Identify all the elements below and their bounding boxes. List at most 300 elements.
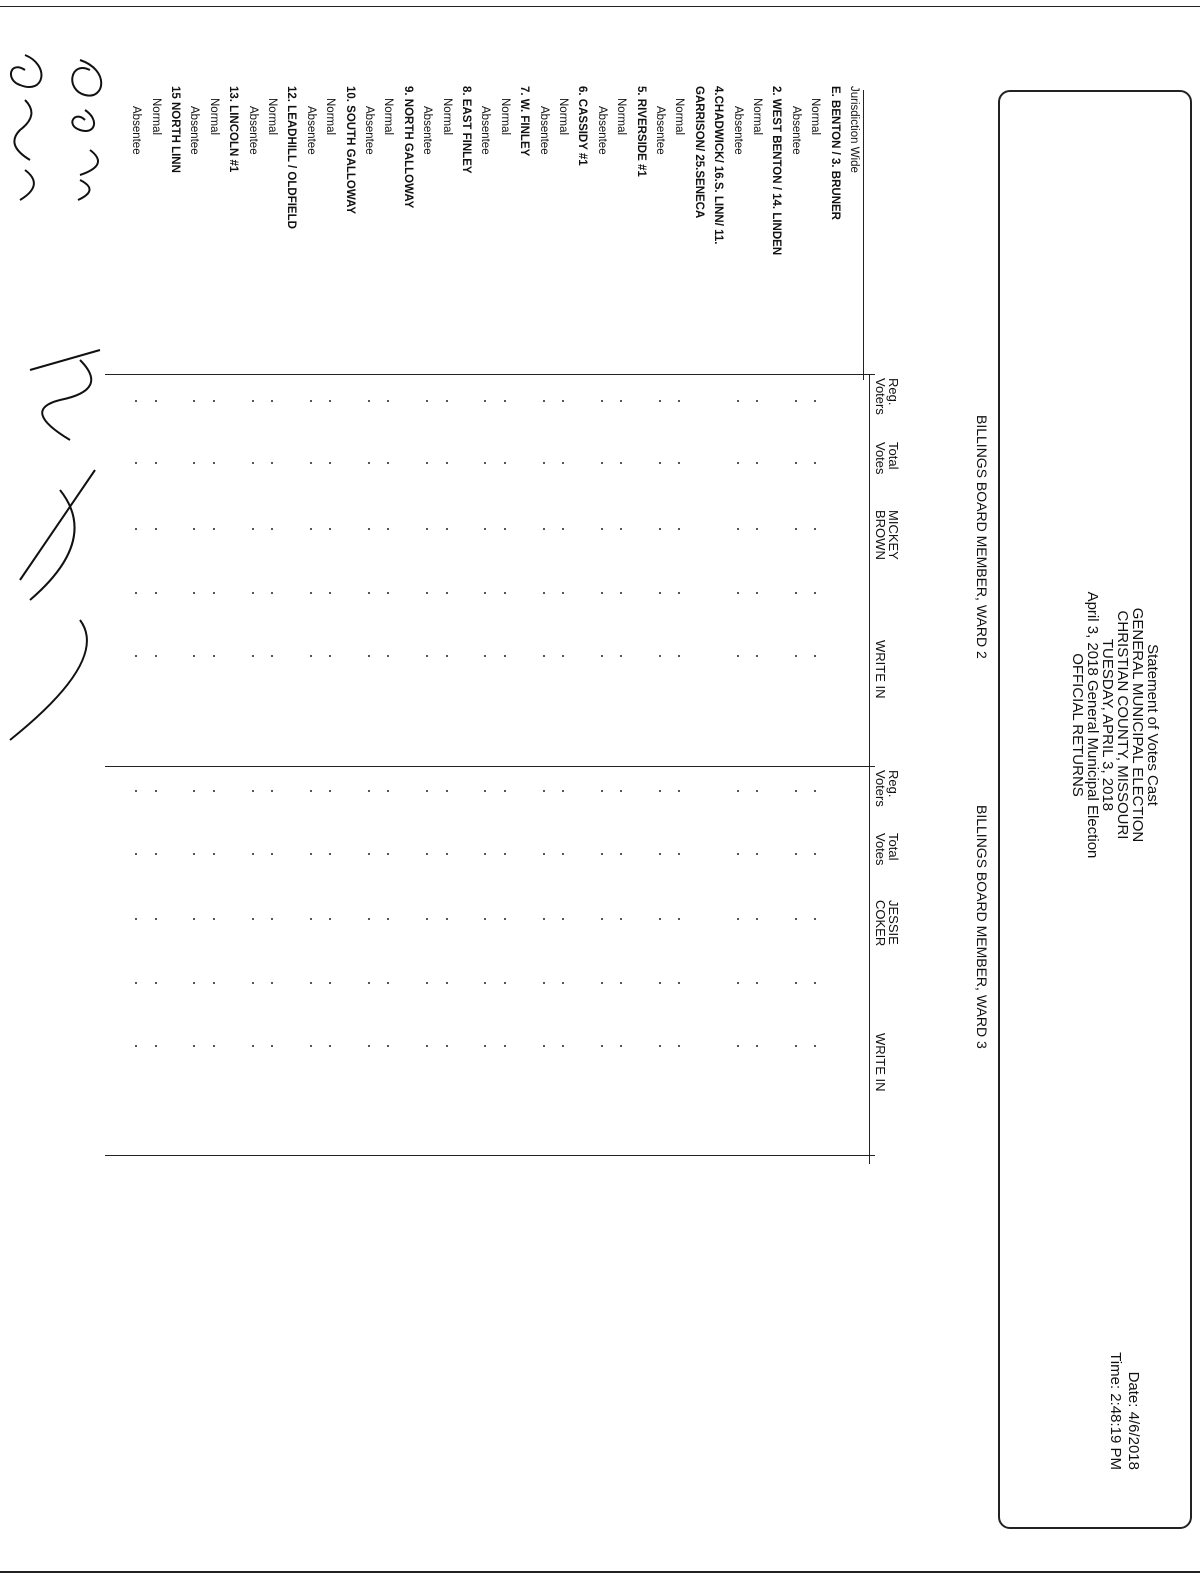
empty-cell-dot xyxy=(484,528,486,530)
empty-cell-dot xyxy=(135,1045,137,1047)
empty-cell-dot xyxy=(504,400,506,402)
empty-cell-dot xyxy=(155,400,157,402)
row-label: Absentee xyxy=(595,106,608,155)
column-divider xyxy=(105,1155,875,1156)
empty-cell-dot xyxy=(135,790,137,792)
empty-cell-dot xyxy=(252,655,254,657)
empty-cell-dot xyxy=(795,462,797,464)
signature-3 xyxy=(30,350,100,440)
empty-cell-dot xyxy=(135,528,137,530)
empty-cell-dot xyxy=(562,1045,564,1047)
empty-cell-dot xyxy=(504,982,506,984)
empty-cell-dot xyxy=(329,400,331,402)
empty-cell-dot xyxy=(252,400,254,402)
empty-cell-dot xyxy=(737,1045,739,1047)
row-label: Normal xyxy=(382,98,395,136)
empty-cell-dot xyxy=(387,853,389,855)
row-label: Normal xyxy=(149,98,162,136)
empty-cell-dot xyxy=(213,1045,215,1047)
empty-cell-dot xyxy=(387,918,389,920)
empty-cell-dot xyxy=(543,1045,545,1047)
empty-cell-dot xyxy=(659,400,661,402)
empty-cell-dot xyxy=(387,592,389,594)
empty-cell-dot xyxy=(562,655,564,657)
empty-cell-dot xyxy=(426,853,428,855)
empty-cell-dot xyxy=(795,592,797,594)
empty-cell-dot xyxy=(620,528,622,530)
signature-2 xyxy=(11,55,41,200)
empty-cell-dot xyxy=(213,982,215,984)
empty-cell-dot xyxy=(814,982,816,984)
column-divider xyxy=(105,374,875,375)
row-label: 15 NORTH LINN xyxy=(169,86,181,173)
empty-cell-dot xyxy=(426,918,428,920)
row-label: Normal xyxy=(615,98,628,136)
empty-cell-dot xyxy=(446,400,448,402)
empty-cell-dot xyxy=(135,982,137,984)
empty-cell-dot xyxy=(310,528,312,530)
empty-cell-dot xyxy=(562,790,564,792)
row-label: Normal xyxy=(751,98,763,136)
empty-cell-dot xyxy=(484,1045,486,1047)
empty-cell-dot xyxy=(387,400,389,402)
empty-cell-dot xyxy=(484,853,486,855)
row-label: 7. W. FINLEY xyxy=(518,86,531,157)
empty-cell-dot xyxy=(368,462,370,464)
row-label: E. BENTON / 3. BRUNER xyxy=(828,86,841,220)
empty-cell-dot xyxy=(795,655,797,657)
empty-cell-dot xyxy=(446,655,448,657)
empty-cell-dot xyxy=(659,528,661,530)
empty-cell-dot xyxy=(193,655,195,657)
empty-cell-dot xyxy=(795,400,797,402)
title-line: GENERAL MUNICIPAL ELECTION xyxy=(1129,607,1146,843)
empty-cell-dot xyxy=(620,592,622,594)
empty-cell-dot xyxy=(484,592,486,594)
col-header-write-in: WRITE IN xyxy=(873,640,888,699)
empty-cell-dot xyxy=(737,655,739,657)
empty-cell-dot xyxy=(601,918,603,920)
empty-cell-dot xyxy=(562,918,564,920)
empty-cell-dot xyxy=(659,790,661,792)
empty-cell-dot xyxy=(795,982,797,984)
empty-cell-dot xyxy=(795,790,797,792)
empty-cell-dot xyxy=(193,1045,195,1047)
empty-cell-dot xyxy=(737,400,739,402)
empty-cell-dot xyxy=(155,982,157,984)
row-label: Normal xyxy=(673,98,686,136)
empty-cell-dot xyxy=(446,982,448,984)
col-header-write-in: WRITE IN xyxy=(873,1033,888,1092)
empty-cell-dot xyxy=(678,853,680,855)
empty-cell-dot xyxy=(737,462,739,464)
empty-cell-dot xyxy=(155,462,157,464)
empty-cell-dot xyxy=(620,462,622,464)
empty-cell-dot xyxy=(504,592,506,594)
empty-cell-dot xyxy=(213,592,215,594)
empty-cell-dot xyxy=(446,790,448,792)
empty-cell-dot xyxy=(543,462,545,464)
empty-cell-dot xyxy=(271,853,273,855)
row-label: 5. RIVERSIDE #1 xyxy=(634,86,647,177)
empty-cell-dot xyxy=(562,528,564,530)
header-rule xyxy=(869,374,870,1164)
col-header-candidate: JESSIE COKER xyxy=(873,900,901,947)
empty-cell-dot xyxy=(543,982,545,984)
col-header-candidate: MICKEY BROWN xyxy=(873,510,901,560)
report-datetime xyxy=(1106,1310,1142,1470)
empty-cell-dot xyxy=(446,918,448,920)
empty-cell-dot xyxy=(387,982,389,984)
label-column-rule xyxy=(863,90,864,380)
empty-cell-dot xyxy=(601,982,603,984)
title-line: TUESDAY, APRIL 3, 2018 xyxy=(1099,638,1116,812)
empty-cell-dot xyxy=(426,982,428,984)
empty-cell-dot xyxy=(310,592,312,594)
empty-cell-dot xyxy=(678,462,680,464)
empty-cell-dot xyxy=(543,655,545,657)
empty-cell-dot xyxy=(368,528,370,530)
empty-cell-dot xyxy=(368,655,370,657)
row-label: 8. EAST FINLEY xyxy=(460,86,472,174)
report-time: Time: 2:48:19 PM xyxy=(1107,1352,1124,1470)
empty-cell-dot xyxy=(756,462,758,464)
empty-cell-dot xyxy=(504,1045,506,1047)
row-label: Normal xyxy=(557,98,569,136)
empty-cell-dot xyxy=(213,790,215,792)
row-label: Absentee xyxy=(537,106,550,155)
empty-cell-dot xyxy=(213,918,215,920)
empty-cell-dot xyxy=(601,528,603,530)
empty-cell-dot xyxy=(756,918,758,920)
empty-cell-dot xyxy=(213,400,215,402)
empty-cell-dot xyxy=(271,982,273,984)
row-label: Normal xyxy=(440,98,453,136)
empty-cell-dot xyxy=(659,918,661,920)
empty-cell-dot xyxy=(446,1045,448,1047)
row-label: Normal xyxy=(498,98,511,136)
report-date: Date: 4/6/2018 xyxy=(1125,1371,1142,1470)
empty-cell-dot xyxy=(329,790,331,792)
empty-cell-dot xyxy=(814,528,816,530)
empty-cell-dot xyxy=(368,790,370,792)
empty-cell-dot xyxy=(543,853,545,855)
empty-cell-dot xyxy=(562,853,564,855)
empty-cell-dot xyxy=(504,655,506,657)
signature-4 xyxy=(10,470,95,740)
empty-cell-dot xyxy=(543,528,545,530)
empty-cell-dot xyxy=(426,1045,428,1047)
empty-cell-dot xyxy=(659,1045,661,1047)
report-title-block xyxy=(1070,560,1160,890)
signature-1 xyxy=(72,60,101,200)
empty-cell-dot xyxy=(135,918,137,920)
empty-cell-dot xyxy=(814,853,816,855)
empty-cell-dot xyxy=(659,592,661,594)
row-label: 4.CHADWICK/ 16.S. LINN/ 11. xyxy=(712,86,725,245)
empty-cell-dot xyxy=(155,853,157,855)
empty-cell-dot xyxy=(620,400,622,402)
empty-cell-dot xyxy=(155,1045,157,1047)
row-label: GARRISON/ 25.SENECA xyxy=(692,86,705,219)
empty-cell-dot xyxy=(562,400,564,402)
empty-cell-dot xyxy=(252,592,254,594)
empty-cell-dot xyxy=(310,1045,312,1047)
empty-cell-dot xyxy=(659,462,661,464)
empty-cell-dot xyxy=(271,655,273,657)
empty-cell-dot xyxy=(737,918,739,920)
empty-cell-dot xyxy=(329,853,331,855)
empty-cell-dot xyxy=(135,462,137,464)
empty-cell-dot xyxy=(620,918,622,920)
empty-cell-dot xyxy=(484,462,486,464)
empty-cell-dot xyxy=(193,853,195,855)
empty-cell-dot xyxy=(193,982,195,984)
empty-cell-dot xyxy=(155,790,157,792)
empty-cell-dot xyxy=(678,400,680,402)
empty-cell-dot xyxy=(756,592,758,594)
empty-cell-dot xyxy=(504,918,506,920)
empty-cell-dot xyxy=(678,1045,680,1047)
empty-cell-dot xyxy=(814,462,816,464)
empty-cell-dot xyxy=(484,918,486,920)
row-label: Absentee xyxy=(304,106,317,155)
empty-cell-dot xyxy=(368,592,370,594)
empty-cell-dot xyxy=(737,790,739,792)
row-label: Jurisdiction Wide xyxy=(848,86,860,173)
empty-cell-dot xyxy=(504,528,506,530)
empty-cell-dot xyxy=(387,790,389,792)
empty-cell-dot xyxy=(368,1045,370,1047)
empty-cell-dot xyxy=(426,592,428,594)
row-label: 9. NORTH GALLOWAY xyxy=(401,86,414,209)
empty-cell-dot xyxy=(795,918,797,920)
empty-cell-dot xyxy=(678,592,680,594)
empty-cell-dot xyxy=(814,790,816,792)
empty-cell-dot xyxy=(310,982,312,984)
empty-cell-dot xyxy=(620,853,622,855)
empty-cell-dot xyxy=(135,400,137,402)
empty-cell-dot xyxy=(387,1045,389,1047)
empty-cell-dot xyxy=(446,462,448,464)
empty-cell-dot xyxy=(446,853,448,855)
empty-cell-dot xyxy=(795,1045,797,1047)
empty-cell-dot xyxy=(795,528,797,530)
empty-cell-dot xyxy=(329,1045,331,1047)
empty-cell-dot xyxy=(426,655,428,657)
row-label: Absentee xyxy=(654,106,666,155)
empty-cell-dot xyxy=(737,528,739,530)
empty-cell-dot xyxy=(329,462,331,464)
empty-cell-dot xyxy=(678,655,680,657)
empty-cell-dot xyxy=(310,790,312,792)
empty-cell-dot xyxy=(601,592,603,594)
empty-cell-dot xyxy=(426,462,428,464)
empty-cell-dot xyxy=(426,790,428,792)
empty-cell-dot xyxy=(252,462,254,464)
empty-cell-dot xyxy=(562,982,564,984)
empty-cell-dot xyxy=(620,982,622,984)
empty-cell-dot xyxy=(814,655,816,657)
empty-cell-dot xyxy=(562,592,564,594)
empty-cell-dot xyxy=(504,790,506,792)
empty-cell-dot xyxy=(252,790,254,792)
empty-cell-dot xyxy=(271,918,273,920)
empty-cell-dot xyxy=(310,853,312,855)
empty-cell-dot xyxy=(620,655,622,657)
empty-cell-dot xyxy=(387,462,389,464)
empty-cell-dot xyxy=(484,982,486,984)
empty-cell-dot xyxy=(620,790,622,792)
empty-cell-dot xyxy=(678,918,680,920)
row-label: 6. CASSIDY #1 xyxy=(576,86,589,166)
row-label: 13. LINCOLN #1 xyxy=(227,86,240,173)
empty-cell-dot xyxy=(387,528,389,530)
empty-cell-dot xyxy=(310,918,312,920)
empty-cell-dot xyxy=(504,853,506,855)
empty-cell-dot xyxy=(155,655,157,657)
empty-cell-dot xyxy=(543,918,545,920)
empty-cell-dot xyxy=(135,853,137,855)
title-line: Statement of Votes Cast xyxy=(1144,644,1161,806)
empty-cell-dot xyxy=(756,853,758,855)
empty-cell-dot xyxy=(252,528,254,530)
empty-cell-dot xyxy=(814,400,816,402)
col-header-reg-voters: Reg. Voters xyxy=(873,770,901,807)
row-label: Absentee xyxy=(789,106,802,155)
empty-cell-dot xyxy=(271,1045,273,1047)
empty-cell-dot xyxy=(737,982,739,984)
empty-cell-dot xyxy=(155,592,157,594)
empty-cell-dot xyxy=(737,853,739,855)
empty-cell-dot xyxy=(310,462,312,464)
empty-cell-dot xyxy=(368,853,370,855)
empty-cell-dot xyxy=(193,592,195,594)
empty-cell-dot xyxy=(484,790,486,792)
empty-cell-dot xyxy=(756,982,758,984)
empty-cell-dot xyxy=(543,592,545,594)
empty-cell-dot xyxy=(756,400,758,402)
contest-title-ward-2: BILLINGS BOARD MEMBER, WARD 2 xyxy=(974,415,990,659)
empty-cell-dot xyxy=(368,982,370,984)
row-label: 12. LEADHILL / OLDFIELD xyxy=(285,86,298,229)
empty-cell-dot xyxy=(426,400,428,402)
empty-cell-dot xyxy=(368,400,370,402)
empty-cell-dot xyxy=(193,528,195,530)
empty-cell-dot xyxy=(329,655,331,657)
empty-cell-dot xyxy=(601,790,603,792)
empty-cell-dot xyxy=(756,655,758,657)
empty-cell-dot xyxy=(620,1045,622,1047)
empty-cell-dot xyxy=(446,592,448,594)
empty-cell-dot xyxy=(271,790,273,792)
row-label: Absentee xyxy=(188,106,201,155)
col-header-total-votes: Total Votes xyxy=(873,442,901,475)
empty-cell-dot xyxy=(135,592,137,594)
empty-cell-dot xyxy=(193,790,195,792)
empty-cell-dot xyxy=(601,853,603,855)
empty-cell-dot xyxy=(329,982,331,984)
empty-cell-dot xyxy=(562,462,564,464)
row-label: Absentee xyxy=(246,106,259,155)
empty-cell-dot xyxy=(426,528,428,530)
row-label: 2. WEST BENTON / 14. LINDEN xyxy=(770,86,783,256)
row-label: Normal xyxy=(207,98,220,136)
empty-cell-dot xyxy=(271,528,273,530)
empty-cell-dot xyxy=(193,400,195,402)
empty-cell-dot xyxy=(271,592,273,594)
row-label: 10. SOUTH GALLOWAY xyxy=(343,86,356,215)
empty-cell-dot xyxy=(213,528,215,530)
row-label: Absentee xyxy=(130,106,143,155)
empty-cell-dot xyxy=(601,462,603,464)
contest-title-ward-3: BILLINGS BOARD MEMBER, WARD 3 xyxy=(974,805,990,1049)
empty-cell-dot xyxy=(213,853,215,855)
row-label: Normal xyxy=(324,98,337,136)
empty-cell-dot xyxy=(659,655,661,657)
empty-cell-dot xyxy=(795,853,797,855)
empty-cell-dot xyxy=(756,1045,758,1047)
empty-cell-dot xyxy=(329,918,331,920)
column-divider xyxy=(105,766,875,767)
empty-cell-dot xyxy=(484,400,486,402)
row-label: Absentee xyxy=(479,106,492,155)
empty-cell-dot xyxy=(814,592,816,594)
empty-cell-dot xyxy=(329,592,331,594)
empty-cell-dot xyxy=(368,918,370,920)
empty-cell-dot xyxy=(678,982,680,984)
empty-cell-dot xyxy=(678,790,680,792)
empty-cell-dot xyxy=(271,462,273,464)
empty-cell-dot xyxy=(601,655,603,657)
empty-cell-dot xyxy=(252,853,254,855)
empty-cell-dot xyxy=(387,655,389,657)
row-label: Absentee xyxy=(421,106,434,155)
empty-cell-dot xyxy=(484,655,486,657)
empty-cell-dot xyxy=(155,528,157,530)
col-header-total-votes: Total Votes xyxy=(873,833,901,866)
empty-cell-dot xyxy=(601,400,603,402)
empty-cell-dot xyxy=(543,790,545,792)
empty-cell-dot xyxy=(271,400,273,402)
empty-cell-dot xyxy=(504,462,506,464)
row-label: Absentee xyxy=(731,106,744,155)
empty-cell-dot xyxy=(213,462,215,464)
empty-cell-dot xyxy=(193,918,195,920)
empty-cell-dot xyxy=(329,528,331,530)
empty-cell-dot xyxy=(310,655,312,657)
empty-cell-dot xyxy=(659,982,661,984)
empty-cell-dot xyxy=(155,918,157,920)
col-header-reg-voters: Reg. Voters xyxy=(873,378,901,415)
empty-cell-dot xyxy=(737,592,739,594)
empty-cell-dot xyxy=(252,1045,254,1047)
empty-cell-dot xyxy=(252,982,254,984)
signatures-area xyxy=(0,40,120,1040)
empty-cell-dot xyxy=(678,528,680,530)
empty-cell-dot xyxy=(310,400,312,402)
empty-cell-dot xyxy=(756,528,758,530)
empty-cell-dot xyxy=(135,655,137,657)
empty-cell-dot xyxy=(814,1045,816,1047)
empty-cell-dot xyxy=(756,790,758,792)
title-line: April 3, 2018 General Municipal Election xyxy=(1084,591,1101,859)
title-line: OFFICIAL RETURNS xyxy=(1069,653,1086,797)
empty-cell-dot xyxy=(601,1045,603,1047)
empty-cell-dot xyxy=(252,918,254,920)
row-label: Absentee xyxy=(363,106,375,155)
row-label: Normal xyxy=(809,98,822,136)
